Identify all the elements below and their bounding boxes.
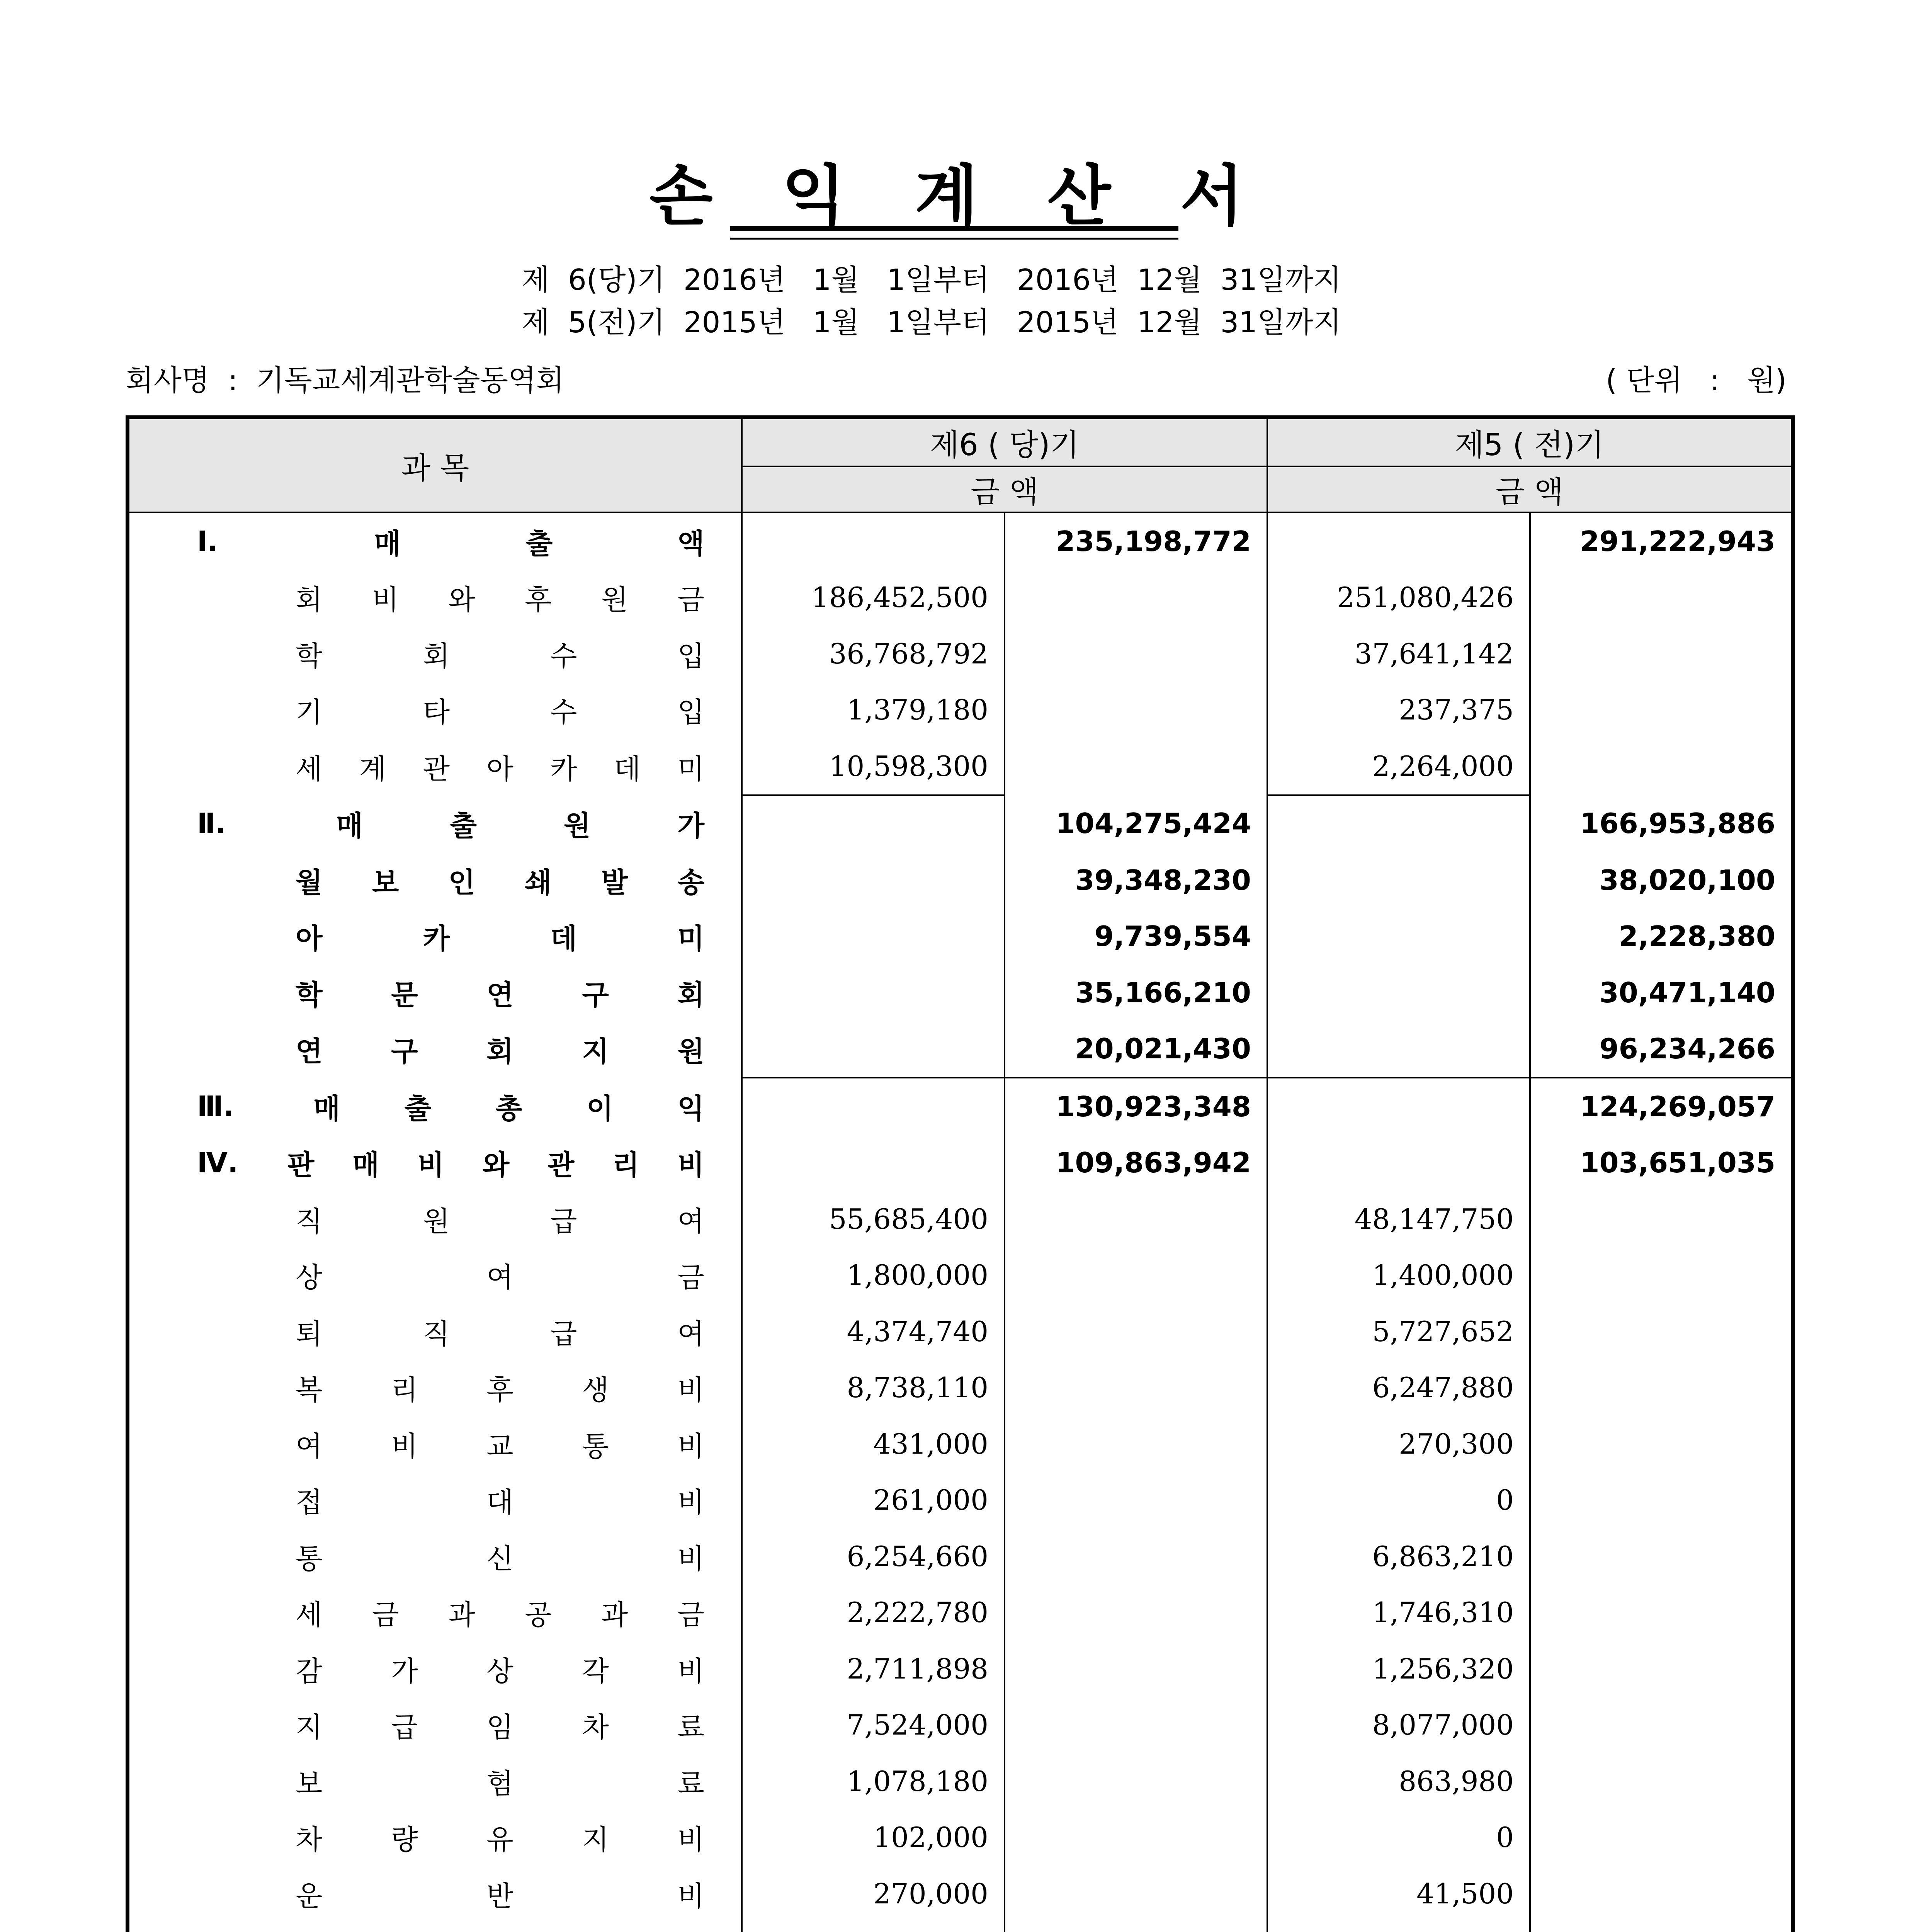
account-cell (128, 1303, 742, 1360)
current-detail-amount: 55,685,400 (742, 1191, 1005, 1247)
account-name: 세 금 과 공 과 금 (296, 1599, 704, 1631)
table-row (128, 1866, 1793, 1922)
current-detail-amount: 8,738,110 (742, 1360, 1005, 1416)
account-cell (128, 512, 742, 570)
account-cell (128, 1360, 742, 1416)
account-name: 보 험 료 (296, 1767, 704, 1800)
current-total-amount: 235,198,772 (1005, 512, 1267, 570)
current-detail-amount: 6,254,660 (742, 1528, 1005, 1585)
prior-detail-amount: 0 (1267, 1472, 1530, 1529)
account-cell (128, 626, 742, 682)
table-row (128, 1247, 1793, 1304)
prior-detail-amount: 1,256,320 (1267, 1641, 1530, 1697)
account-name (296, 1930, 704, 1932)
account-name: 세 계 관 아 카 데 미 (296, 752, 704, 785)
account-cell (128, 1753, 742, 1810)
account-name: 학 회 수 입 (296, 639, 704, 672)
title-underline-thin (730, 238, 1178, 240)
current-total-amount (1005, 1528, 1267, 1585)
current-total-amount: 130,923,348 (1005, 1078, 1267, 1135)
table-row (128, 1641, 1793, 1697)
prior-total-amount: 124,269,057 (1530, 1078, 1793, 1135)
current-detail-amount (742, 1135, 1005, 1191)
current-total-amount: 9,739,554 (1005, 908, 1267, 965)
current-total-amount (1005, 1922, 1267, 1932)
current-detail-amount: 261,000 (742, 1472, 1005, 1529)
table-row (128, 1078, 1793, 1135)
prior-detail-amount: 1,400,000 (1267, 1247, 1530, 1304)
account-name: 여 비 교 통 비 (296, 1430, 704, 1463)
current-detail-amount (742, 1078, 1005, 1135)
account-name: 기 타 수 입 (296, 696, 704, 729)
account-name: 아 카 데 미 (296, 922, 704, 955)
prior-detail-amount (1267, 1078, 1530, 1135)
account-name: 감 가 상 각 비 (296, 1655, 704, 1687)
account-cell (128, 795, 742, 852)
prior-total-amount (1530, 1472, 1793, 1529)
current-total-amount (1005, 1866, 1267, 1922)
prior-total-amount (1530, 1360, 1793, 1416)
current-detail-amount (742, 1021, 1005, 1078)
table-row (128, 738, 1793, 795)
table-row (128, 1021, 1793, 1078)
table-row (128, 795, 1793, 852)
prior-total-amount (1530, 1303, 1793, 1360)
prior-total-amount (1530, 1191, 1793, 1247)
table-row (128, 1135, 1793, 1191)
current-total-amount: 104,275,424 (1005, 795, 1267, 852)
prior-total-amount (1530, 1753, 1793, 1810)
prior-detail-amount: 41,500 (1267, 1866, 1530, 1922)
account-cell (128, 1247, 742, 1304)
table-row (128, 852, 1793, 908)
account-name: 접 대 비 (296, 1486, 704, 1519)
table-row (128, 1360, 1793, 1416)
account-name: Ⅳ. 판 매 비 와 관 리 비 (197, 1146, 704, 1182)
table-row (128, 1528, 1793, 1585)
current-detail-amount (742, 1922, 1005, 1932)
account-cell (128, 738, 742, 795)
account-cell (128, 908, 742, 965)
account-name: 지 급 임 차 료 (296, 1711, 704, 1744)
account-cell (128, 1866, 742, 1922)
current-detail-amount: 102,000 (742, 1810, 1005, 1866)
current-detail-amount: 7,524,000 (742, 1697, 1005, 1753)
prior-detail-amount: 0 (1267, 1810, 1530, 1866)
current-detail-amount: 270,000 (742, 1866, 1005, 1922)
current-total-amount (1005, 1247, 1267, 1304)
current-detail-amount: 1,800,000 (742, 1247, 1005, 1304)
account-cell (128, 1191, 742, 1247)
table-row (128, 1303, 1793, 1360)
current-detail-amount: 1,379,180 (742, 682, 1005, 738)
prior-detail-amount (1267, 964, 1530, 1021)
current-total-amount: 39,348,230 (1005, 852, 1267, 908)
prior-detail-amount: 237,375 (1267, 682, 1530, 738)
account-cell (128, 1810, 742, 1866)
account-cell (128, 1135, 742, 1191)
prior-total-amount: 38,020,100 (1530, 852, 1793, 908)
account-name: 운 반 비 (296, 1879, 704, 1912)
account-cell (128, 1021, 742, 1078)
prior-detail-amount: 270,300 (1267, 1416, 1530, 1472)
section-number: Ⅲ. (197, 1090, 234, 1122)
prior-detail-amount: 5,727,652 (1267, 1303, 1530, 1360)
current-detail-amount (742, 908, 1005, 965)
current-detail-amount (742, 964, 1005, 1021)
current-detail-amount: 1,078,180 (742, 1753, 1005, 1810)
account-cell (128, 1416, 742, 1472)
prior-total-amount: 166,953,886 (1530, 795, 1793, 852)
account-name: 회 비 와 후 원 금 (296, 583, 704, 616)
account-cell (128, 570, 742, 626)
account-name: Ⅱ. 매 출 원 가 (197, 807, 704, 842)
prior-detail-amount (1267, 512, 1530, 570)
current-total-amount: 20,021,430 (1005, 1021, 1267, 1078)
prior-total-amount: 103,651,035 (1530, 1135, 1793, 1191)
account-name: 통 신 비 (296, 1542, 704, 1575)
current-detail-amount: 186,452,500 (742, 570, 1005, 626)
table-row (128, 1697, 1793, 1753)
current-total-amount (1005, 682, 1267, 738)
prior-detail-amount: 48,147,750 (1267, 1191, 1530, 1247)
current-detail-amount: 36,768,792 (742, 626, 1005, 682)
account-cell (128, 852, 742, 908)
header-current-amount: 금 액 (742, 466, 1267, 512)
prior-total-amount (1530, 682, 1793, 738)
account-name: 학 문 연 구 회 (296, 978, 704, 1011)
current-detail-amount: 4,374,740 (742, 1303, 1005, 1360)
prior-detail-amount: 8,077,000 (1267, 1697, 1530, 1753)
prior-total-amount: 30,471,140 (1530, 964, 1793, 1021)
prior-detail-amount (1267, 1135, 1530, 1191)
prior-total-amount (1530, 1810, 1793, 1866)
account-name: 복 리 후 생 비 (296, 1374, 704, 1406)
current-total-amount (1005, 1753, 1267, 1810)
prior-total-amount: 96,234,266 (1530, 1021, 1793, 1078)
prior-detail-amount (1267, 1021, 1530, 1078)
account-name: Ⅰ. 매 출 액 (197, 525, 704, 560)
prior-total-amount: 2,228,380 (1530, 908, 1793, 965)
table-row (128, 570, 1793, 626)
table-row (128, 964, 1793, 1021)
document-title: 손 익 계 산 서 (649, 158, 1267, 235)
prior-detail-amount (1267, 908, 1530, 965)
prior-detail-amount: 37,641,142 (1267, 626, 1530, 682)
section-number: Ⅰ. (197, 525, 218, 558)
current-detail-amount: 10,598,300 (742, 738, 1005, 795)
prior-detail-amount (1267, 795, 1530, 852)
account-name: 직 원 급 여 (296, 1205, 704, 1238)
current-total-amount (1005, 1472, 1267, 1529)
statement-body (128, 512, 1793, 1932)
prior-total-amount (1530, 1416, 1793, 1472)
account-cell (128, 1922, 742, 1932)
account-name: Ⅲ. 매 출 총 이 익 (197, 1090, 704, 1125)
prior-detail-amount (1267, 852, 1530, 908)
account-cell (128, 1697, 742, 1753)
current-total-amount: 35,166,210 (1005, 964, 1267, 1021)
header-current-period: 제6 ( 당)기 (742, 417, 1267, 466)
prior-total-amount (1530, 1697, 1793, 1753)
current-detail-amount: 431,000 (742, 1416, 1005, 1472)
header-prior-period: 제5 ( 전)기 (1267, 417, 1793, 466)
current-total-amount: 109,863,942 (1005, 1135, 1267, 1191)
title-underline-thick (730, 226, 1178, 231)
table-row (128, 1191, 1793, 1247)
table-row (128, 1753, 1793, 1810)
prior-detail-amount: 1,746,310 (1267, 1585, 1530, 1641)
prior-total-amount (1530, 1922, 1793, 1932)
section-number: Ⅱ. (197, 807, 226, 840)
account-cell (128, 1585, 742, 1641)
account-name: 월 보 인 쇄 발 송 (296, 866, 704, 899)
header-prior-amount: 금 액 (1267, 466, 1793, 512)
table-row (128, 1810, 1793, 1866)
prior-total-amount (1530, 1247, 1793, 1304)
section-number: Ⅳ. (197, 1146, 238, 1179)
table-row (128, 626, 1793, 682)
prior-total-amount (1530, 1528, 1793, 1585)
current-total-amount (1005, 626, 1267, 682)
prior-detail-amount: 251,080,426 (1267, 570, 1530, 626)
period-current: 제 6(당)기 2016년 1월 1일부터 2016년 12월 31일까지 (522, 263, 1341, 297)
account-cell (128, 682, 742, 738)
current-total-amount (1005, 1810, 1267, 1866)
prior-detail-amount: 6,247,880 (1267, 1360, 1530, 1416)
prior-detail-amount (1267, 1922, 1530, 1932)
account-cell (128, 1078, 742, 1135)
current-total-amount (1005, 1697, 1267, 1753)
table-row (128, 682, 1793, 738)
prior-detail-amount: 6,863,210 (1267, 1528, 1530, 1585)
table-row (128, 1472, 1793, 1529)
current-detail-amount (742, 795, 1005, 852)
prior-total-amount (1530, 1866, 1793, 1922)
account-cell (128, 1528, 742, 1585)
current-detail-amount: 2,711,898 (742, 1641, 1005, 1697)
prior-total-amount (1530, 738, 1793, 795)
account-cell (128, 964, 742, 1021)
prior-detail-amount: 2,264,000 (1267, 738, 1530, 795)
account-name: 연 구 회 지 원 (296, 1035, 704, 1068)
prior-total-amount (1530, 626, 1793, 682)
prior-total-amount: 291,222,943 (1530, 512, 1793, 570)
account-name: 퇴 직 급 여 (296, 1317, 704, 1350)
table-row (128, 1922, 1793, 1932)
account-name: 상 여 금 (296, 1261, 704, 1294)
prior-total-amount (1530, 1585, 1793, 1641)
table-row (128, 908, 1793, 965)
prior-total-amount (1530, 1641, 1793, 1697)
table-row (128, 1585, 1793, 1641)
current-total-amount (1005, 1303, 1267, 1360)
unit-label: ( 단위 : 원) (1605, 363, 1787, 397)
account-cell (128, 1472, 742, 1529)
current-detail-amount (742, 512, 1005, 570)
table-row (128, 1416, 1793, 1472)
current-total-amount (1005, 570, 1267, 626)
current-total-amount (1005, 738, 1267, 795)
current-detail-amount: 2,222,780 (742, 1585, 1005, 1641)
account-name: 차 량 유 지 비 (296, 1823, 704, 1856)
current-total-amount (1005, 1416, 1267, 1472)
header-account: 과 목 (128, 417, 742, 512)
prior-total-amount (1530, 570, 1793, 626)
period-prior: 제 5(전)기 2015년 1월 1일부터 2015년 12월 31일까지 (522, 305, 1341, 339)
income-statement-table (126, 415, 1795, 1932)
current-detail-amount (742, 852, 1005, 908)
account-cell (128, 1641, 742, 1697)
current-total-amount (1005, 1585, 1267, 1641)
current-total-amount (1005, 1191, 1267, 1247)
current-total-amount (1005, 1360, 1267, 1416)
current-total-amount (1005, 1641, 1267, 1697)
table-row (128, 512, 1793, 570)
prior-detail-amount: 863,980 (1267, 1753, 1530, 1810)
company-name: 회사명 : 기독교세계관학술동역회 (126, 363, 564, 397)
